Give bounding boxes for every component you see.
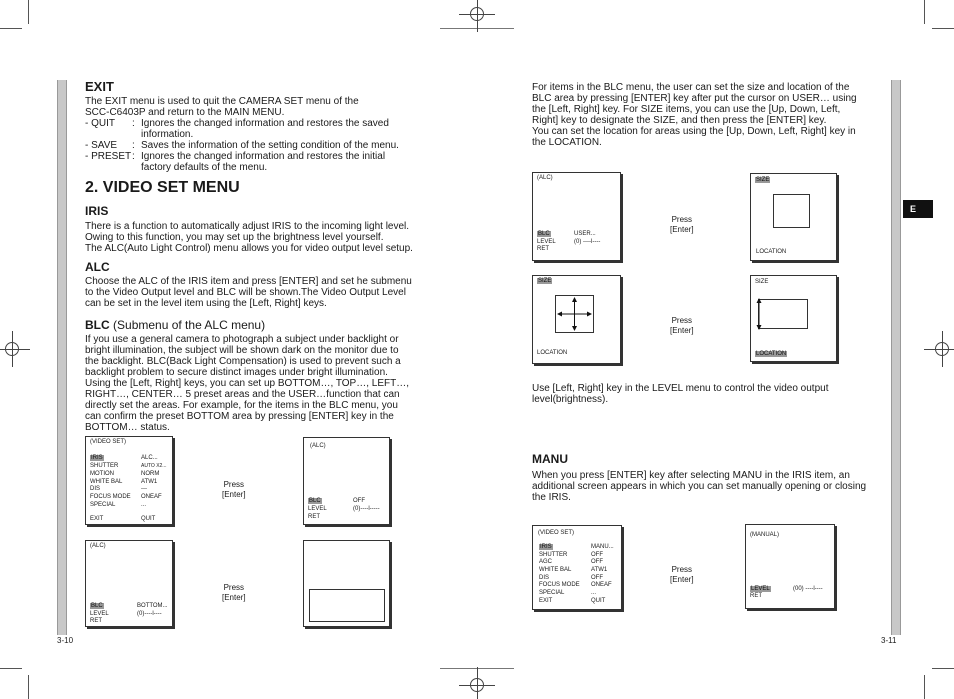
text-line: to the Video Output level and BLC will be shown.The Video Output Level bbox=[85, 287, 406, 298]
menu-value: MANU... bbox=[591, 544, 614, 550]
crop-mark bbox=[28, 675, 29, 699]
screen-label-location bbox=[755, 351, 787, 358]
blc-heading bbox=[85, 318, 265, 332]
text-line: backlight problem to secure distinct images under bright illumination. bbox=[85, 367, 388, 378]
press-enter-label bbox=[222, 583, 246, 603]
menu-value: OFF bbox=[353, 498, 365, 504]
menu-value: (0) ----l---- bbox=[574, 239, 601, 245]
menu-key: AGC bbox=[539, 559, 553, 565]
menu-value: AUTO X2... bbox=[141, 463, 167, 469]
blc-area-rect bbox=[773, 194, 810, 228]
text-line: can be set in the level item using the [Left, Right] keys. bbox=[85, 298, 327, 309]
crop-mark bbox=[28, 0, 29, 24]
menu-value: ATW1 bbox=[141, 479, 158, 485]
option-key: - SAVE bbox=[85, 140, 118, 151]
exit-option-preset-cont bbox=[85, 162, 399, 173]
exit-option-save bbox=[85, 140, 399, 151]
menu-value: QUIT bbox=[591, 598, 606, 604]
menu-key: FOCUS MODE bbox=[539, 582, 580, 588]
menu-key: LEVEL bbox=[537, 239, 556, 245]
text-line: can confirm the preset BOTTOM area by pressing [ENTER] key in the bbox=[85, 411, 394, 422]
text-line: For items in the BLC menu, the user can set the size and location of the bbox=[532, 82, 850, 93]
menu-key: DIS bbox=[539, 575, 550, 581]
text-line: The EXIT menu is used to quit the CAMERA SET menu of the bbox=[85, 96, 359, 107]
alc-body bbox=[85, 276, 412, 309]
option-desc: information. bbox=[141, 129, 194, 140]
manu-heading: MANU bbox=[532, 452, 568, 466]
blc-area-rect bbox=[758, 299, 808, 329]
menu-key: LEVEL bbox=[751, 586, 770, 592]
menu-key: RET bbox=[308, 514, 320, 520]
registration-mark bbox=[0, 331, 30, 367]
menu-key: WHITE BAL bbox=[539, 567, 572, 573]
left-margin-bar bbox=[57, 80, 67, 635]
registration-mark bbox=[924, 331, 954, 367]
screen-title: (ALC) bbox=[310, 443, 326, 449]
press-text: Press bbox=[223, 480, 245, 489]
menu-key: IRIS bbox=[91, 455, 103, 461]
menu-value: (00) ----l---- bbox=[793, 586, 823, 592]
size-label: SIZE bbox=[538, 278, 552, 284]
text-line: additional screen appears in which you can set manually opening or closing bbox=[532, 481, 867, 492]
menu-key: BLC bbox=[538, 231, 550, 237]
text-line: Choose the ALC of the IRIS item and press [ENTER] and set he submenu bbox=[85, 276, 412, 287]
menu-value: ONEAF bbox=[591, 582, 612, 588]
exit-option-quit-cont bbox=[85, 129, 399, 140]
press-text: Press bbox=[671, 215, 693, 224]
menu-key: RET bbox=[90, 618, 102, 624]
menu-value: (0)----l---- bbox=[137, 611, 162, 617]
osd-screen-alc-bottom bbox=[85, 540, 173, 627]
screen-title: (ALC) bbox=[537, 175, 553, 181]
text-line: the backlight. BLC(Back Light Compensation) is used to prevent such a bbox=[85, 356, 401, 367]
up-down-arrow-icon bbox=[755, 297, 763, 331]
screen-title: (ALC) bbox=[90, 543, 106, 549]
menu-value: QUIT bbox=[141, 516, 156, 522]
text-line: BOTTOM… status. bbox=[85, 422, 170, 433]
press-enter-label bbox=[670, 215, 694, 235]
option-separator: : bbox=[132, 140, 135, 151]
osd-screen-alc-user bbox=[532, 172, 621, 261]
enter-text: [Enter] bbox=[670, 326, 694, 335]
alc-heading: ALC bbox=[85, 260, 110, 274]
option-desc: Ignores the changed information and restores the saved bbox=[141, 118, 389, 129]
text-line: When you press [ENTER] key after selecting MANU in the IRIS item, an bbox=[532, 470, 850, 481]
osd-screen-manual bbox=[745, 524, 835, 609]
page-number-right: 3-11 bbox=[881, 636, 897, 645]
screen-title: (VIDEO SET) bbox=[538, 530, 575, 536]
menu-key: SPECIAL bbox=[90, 502, 116, 508]
menu-key: BLC bbox=[309, 498, 321, 504]
blc-body bbox=[85, 334, 409, 433]
enter-text: [Enter] bbox=[670, 575, 694, 584]
osd-screen-location bbox=[750, 275, 837, 362]
option-key: - PRESET bbox=[85, 151, 132, 162]
text-line: directly set the areas. For example, for the items in the BLC menu, you bbox=[85, 400, 398, 411]
exit-option-preset bbox=[85, 151, 399, 162]
text-line: The ALC(Auto Light Control) menu allows you for video output level setup. bbox=[85, 243, 413, 254]
option-desc: Saves the information of the setting condition of the menu. bbox=[141, 140, 399, 151]
text-line: bright illumination, the subject will be shown dark on the monitor due to bbox=[85, 345, 399, 356]
crop-mark bbox=[0, 28, 22, 29]
text-line: RIGHT…, CENTER… 5 preset areas and the USER…function that can bbox=[85, 389, 400, 400]
osd-screen-bottom-area bbox=[303, 540, 390, 627]
menu-key: DIS bbox=[90, 486, 101, 492]
option-separator: : bbox=[132, 151, 135, 162]
text-line: the LOCATION. bbox=[532, 137, 602, 148]
menu-key: SHUTTER bbox=[90, 463, 119, 469]
menu-key: RET bbox=[537, 246, 549, 252]
crop-mark bbox=[932, 668, 954, 669]
menu-value: --- bbox=[141, 486, 147, 492]
press-enter-label bbox=[222, 480, 246, 500]
menu-value: NORM bbox=[141, 471, 160, 477]
screen-label-location: LOCATION bbox=[537, 350, 568, 356]
blc-heading-bold: BLC bbox=[85, 318, 110, 332]
screen-label-location: LOCATION bbox=[756, 249, 787, 255]
size-label: SIZE bbox=[756, 177, 770, 183]
text-line: the IRIS. bbox=[532, 492, 571, 503]
menu-key: LEVEL bbox=[308, 506, 327, 512]
enter-text: [Enter] bbox=[222, 490, 246, 499]
menu-key: IRIS bbox=[540, 544, 552, 550]
press-text: Press bbox=[671, 565, 693, 574]
exit-heading: EXIT bbox=[85, 79, 114, 94]
manu-body bbox=[532, 470, 866, 503]
crop-mark bbox=[924, 675, 925, 699]
menu-key: LEVEL bbox=[90, 611, 109, 617]
iris-heading: IRIS bbox=[85, 204, 109, 218]
text-line: Use [Left, Right] key in the LEVEL menu to control the video output bbox=[532, 383, 829, 394]
text-line: SCC-C6403P and return to the MAIN MENU. bbox=[85, 107, 285, 118]
press-text: Press bbox=[223, 583, 245, 592]
text-line: Using the [Left, Right] keys, you can set up BOTTOM…, TOP…, LEFT…, bbox=[85, 378, 410, 389]
menu-value: ... bbox=[591, 590, 597, 596]
text-line: BLC area by pressing [ENTER] key after put the cursor on USER… using bbox=[532, 93, 857, 104]
option-separator: : bbox=[132, 118, 135, 129]
menu-key: MOTION bbox=[90, 471, 114, 477]
menu-key: SHUTTER bbox=[539, 552, 568, 558]
registration-mark bbox=[459, 667, 495, 699]
option-desc: Ignores the changed information and restores the initial bbox=[141, 151, 386, 162]
option-key: - QUIT bbox=[85, 118, 115, 129]
exit-intro bbox=[85, 96, 359, 118]
menu-key: WHITE BAL bbox=[90, 479, 123, 485]
text-line: Right] key to designate the SIZE, and then press the [ENTER] key. bbox=[532, 115, 827, 126]
right-margin-bar bbox=[891, 80, 901, 635]
menu-key: RET bbox=[750, 593, 762, 599]
press-enter-label bbox=[670, 316, 694, 336]
blc-heading-light: (Submenu of the ALC menu) bbox=[113, 318, 266, 332]
press-text: Press bbox=[671, 316, 693, 325]
osd-screen-video-set-manu bbox=[532, 525, 622, 610]
blc-user-intro bbox=[532, 82, 857, 148]
four-way-arrow-icon bbox=[555, 295, 594, 333]
menu-value: OFF bbox=[591, 575, 603, 581]
iris-body bbox=[85, 221, 413, 254]
osd-screen-size-arrows bbox=[532, 275, 621, 364]
osd-screen-video-set bbox=[85, 436, 173, 525]
text-line: You can set the location for areas using the [Up, Down, Left, Right] key in bbox=[532, 126, 856, 137]
registration-mark bbox=[459, 0, 495, 32]
blc-area-rect bbox=[309, 589, 385, 622]
menu-value: OFF bbox=[591, 552, 603, 558]
menu-value: USER... bbox=[574, 231, 596, 237]
crop-mark bbox=[924, 0, 925, 24]
menu-key: BLC bbox=[91, 603, 103, 609]
text-line: There is a function to automatically adjust IRIS to the incoming light level. bbox=[85, 221, 410, 232]
page-number-left: 3-10 bbox=[57, 636, 74, 645]
screen-label-size bbox=[537, 278, 552, 285]
level-note bbox=[532, 383, 828, 405]
menu-value: (0)----l----- bbox=[353, 506, 380, 512]
crop-mark bbox=[0, 668, 22, 669]
menu-key: FOCUS MODE bbox=[90, 494, 131, 500]
text-line: level(brightness). bbox=[532, 394, 609, 405]
text-line: If you use a general camera to photograph a subject under backlight or bbox=[85, 334, 399, 345]
crop-mark bbox=[932, 28, 954, 29]
screen-title: (MANUAL) bbox=[750, 532, 780, 538]
menu-value: ONEAF bbox=[141, 494, 162, 500]
section-tab-e: E bbox=[903, 200, 933, 218]
exit-option-list bbox=[85, 118, 399, 173]
menu-key: EXIT bbox=[90, 516, 104, 522]
text-line: Owing to this function, you may set up the brightness level yourself. bbox=[85, 232, 384, 243]
menu-value: BOTTOM... bbox=[137, 603, 168, 609]
location-label: LOCATION bbox=[756, 351, 787, 357]
screen-title: (VIDEO SET) bbox=[90, 439, 127, 445]
osd-screen-size bbox=[750, 173, 837, 261]
menu-value: ALC... bbox=[141, 455, 158, 461]
screen-label-size bbox=[755, 177, 770, 184]
exit-option-quit bbox=[85, 118, 399, 129]
osd-screen-alc-off bbox=[303, 437, 390, 525]
menu-key: SPECIAL bbox=[539, 590, 565, 596]
press-enter-label bbox=[670, 565, 694, 585]
menu-value: ATW1 bbox=[591, 567, 608, 573]
enter-text: [Enter] bbox=[670, 225, 694, 234]
enter-text: [Enter] bbox=[222, 593, 246, 602]
menu-key: EXIT bbox=[539, 598, 553, 604]
menu-value: OFF bbox=[591, 559, 603, 565]
option-desc: factory defaults of the menu. bbox=[141, 162, 268, 173]
text-line: the [Left, Right] key. For SIZE items, you can use the [Up, Down, Left, bbox=[532, 104, 841, 115]
video-set-menu-heading: 2. VIDEO SET MENU bbox=[85, 179, 240, 196]
screen-label-size: SIZE bbox=[755, 279, 769, 285]
menu-value: ... bbox=[141, 502, 147, 508]
